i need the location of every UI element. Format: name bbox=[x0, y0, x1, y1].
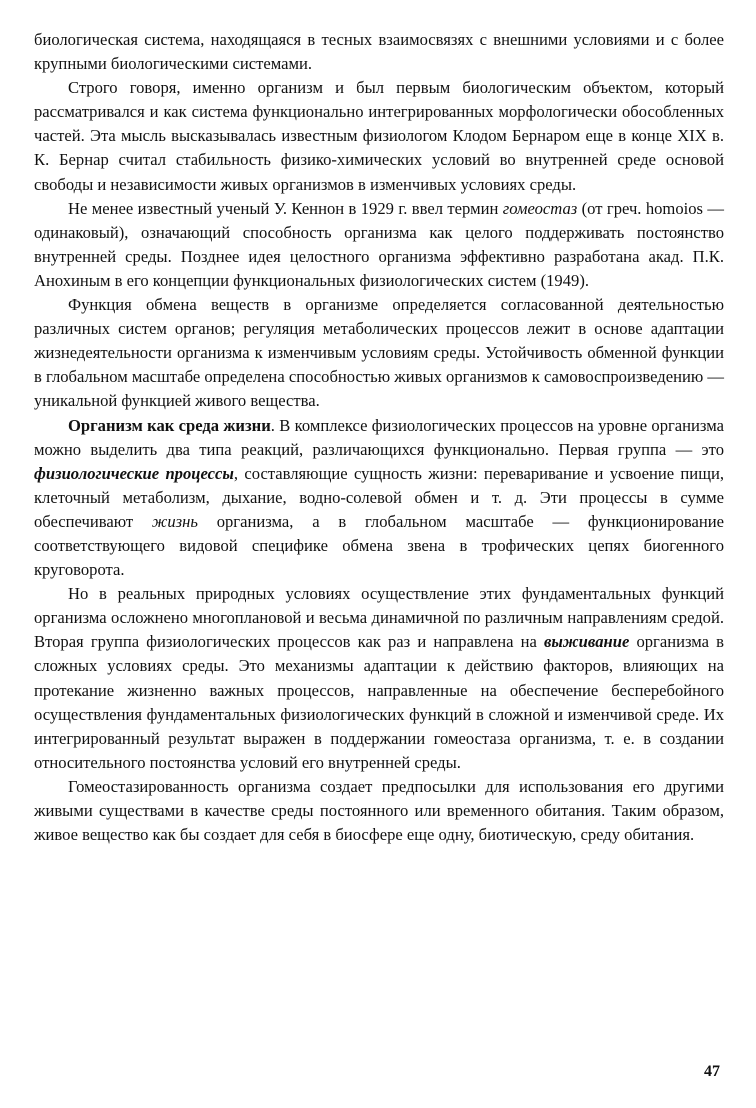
paragraph-continued: биологическая система, находящаяся в тесных взаимосвязях с внешними условиями и с более крупными биологическими системами. bbox=[34, 30, 724, 74]
paragraph-survival bbox=[34, 582, 724, 775]
section-heading: Организм как среда жизни bbox=[68, 415, 271, 435]
text-run: , составляющие сущность жизни: переваривание и усвоение пищи, клеточный метаболизм, дыхание, водно-солевой обмен и т. д. Эти процессы в сумме обеспечивают bbox=[34, 463, 724, 531]
text-run: Но в реальных природных условиях осуществление этих фундаментальных функций организма осложнено многоплановой и весьма динамичной по различным направлениям средой. Вторая группа физиологических процессов как раз и направлена на bbox=[34, 584, 724, 652]
page-number: 47 bbox=[704, 1063, 720, 1080]
text-run: организма, а в глобальном масштабе — функционирование соответствующего видовой специфике обмена звена в трофических цепях биогенного круговорота. bbox=[34, 511, 724, 580]
text-run: Не менее известный ученый У. Кеннон в 1929 г. ввел термин bbox=[68, 198, 503, 218]
paragraph-bernard: Строго говоря, именно организм и был первым биологическим объектом, который рассматривался и как система функционально интегрированных морфологически обособленных частей. Эта мысль высказывалась известным физиологом Клодом Бернаром еще в конце XIX в. К. Бернар считал стабильность физико-химических условий во внутренней среде основой свободы и независимости живых организмов в изменчивых условиях среды. bbox=[34, 78, 724, 194]
term-physiological-processes: физиологические процессы bbox=[34, 463, 234, 483]
paragraph-organism-as-environment bbox=[34, 414, 724, 583]
text-run: организма в сложных условиях среды. Это механизмы адаптации к действию факторов, влияющих на протекание жизненно важных процессов, направленные на обеспечение бесперебойного осуществления фундаментальных физиологических функций в сложной и изменчивой среде. Их интегрированный результат выражен в поддержании гомеостаза организма, т. е. в создании относительного постоянства условий его внутренней среды. bbox=[34, 632, 725, 772]
paragraph-homeostasis: Гомеостазированность организма создает предпосылки для использования его другими живыми существами в качестве среды постоянного или временного обитания. Таким образом, живое вещество как бы создает для себя в биосфере еще одну, биотическую, среду обитания. bbox=[34, 776, 724, 845]
term-life: жизнь bbox=[151, 511, 198, 531]
text-run: . В комплексе физиологических процессов на уровне организма можно выделить два типа реакций, различающихся функционально. Первая группа — это bbox=[34, 415, 724, 459]
paragraph-metabolism: Функция обмена веществ в организме определяется согласованной деятельностью различных систем органов; регуляция метаболических процессов лежит в основе адаптации жизнедеятельности организма к изменчивым условиям среды. Устойчивость обменной функции в глобальном масштабе определена способностью живых организмов к самовоспроизведению — уникальной функцией живого вещества. bbox=[34, 295, 724, 411]
term-homeostasis: гомеостаз bbox=[502, 198, 578, 218]
page-body bbox=[34, 28, 724, 847]
text-run: (от греч. homoios — одинаковый), означающий способность организма как целого поддерживать постоянство внутренней среды. Позднее идея целостного организма эффективно разработана акад. П.К. Анохиным в его концепции функциональных физиологических систем (1949). bbox=[34, 198, 724, 290]
paragraph-cannon bbox=[34, 197, 724, 293]
term-survival: выживание bbox=[543, 632, 630, 652]
